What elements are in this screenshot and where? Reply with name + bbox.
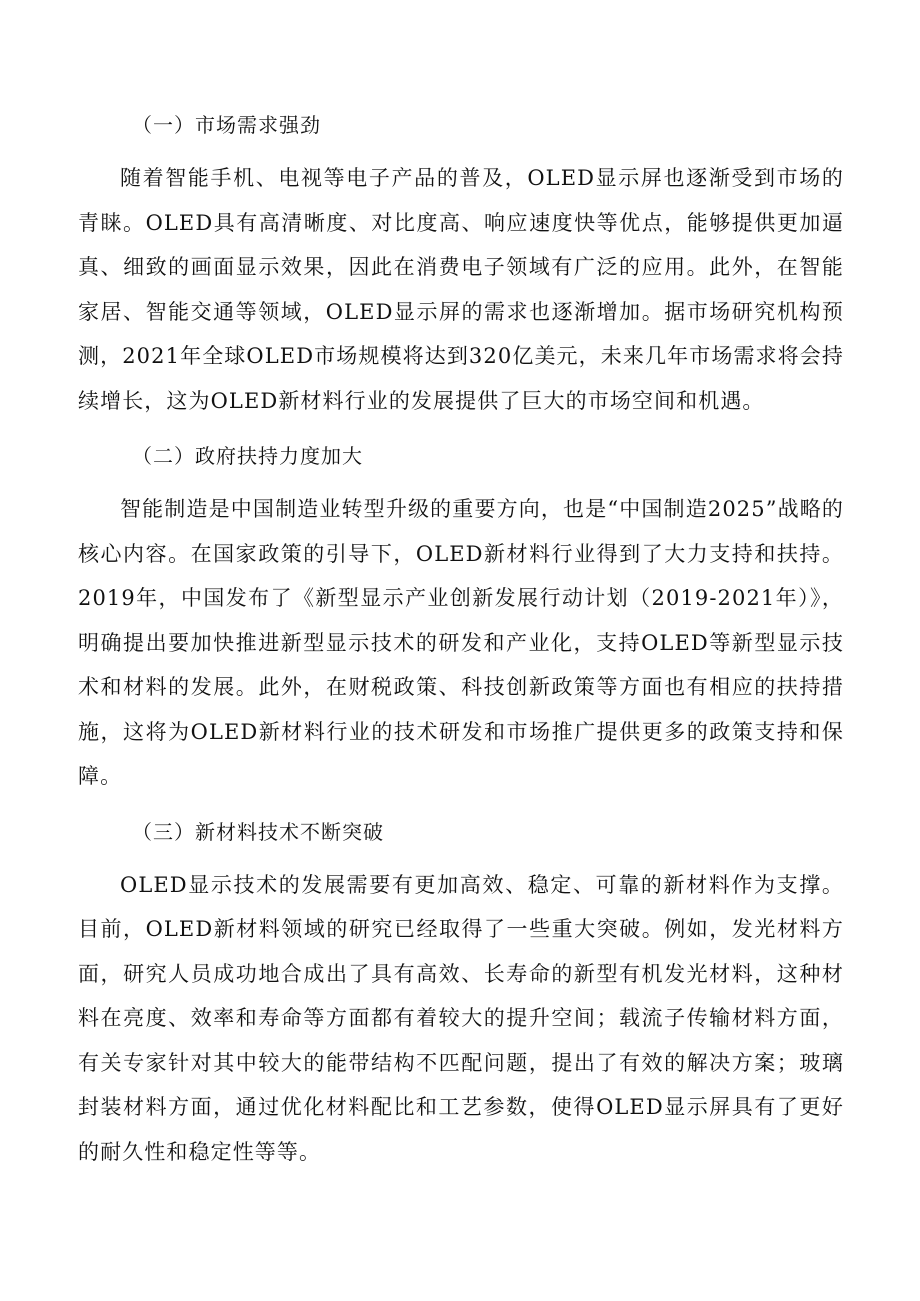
section-heading-market-demand: （一）市场需求强劲 — [132, 113, 321, 137]
section-paragraph-government-support: 智能制造是中国制造业转型升级的重要方向，也是“中国制造2025”战略的核心内容。在国家政策的引导下，OLED新材料行业得到了大力支持和扶持。2019年，中国发布了《新型显示产业创新发展行动计划（2019-2021年）》，明确提出要加快推进新型显示技术的研发和产业化，支持OLED等新型显示技术和材料的发展。此外，在财税政策、科技创新政策等方面也有相应的扶持措施，这将为OLED新材料行业的技术研发和市场推广提供更多的政策支持和保障。 — [78, 497, 844, 788]
section-paragraph-material-breakthrough: OLED显示技术的发展需要有更加高效、稳定、可靠的新材料作为支撑。目前，OLED新材料领域的研究已经取得了一些重大突破。例如，发光材料方面，研究人员成功地合成出了具有高效、长寿命的新型有机发光材料，这种材料在亮度、效率和寿命等方面都有着较大的提升空间；载流子传输材料方面，有关专家针对其中较大的能带结构不匹配问题，提出了有效的解决方案；玻璃封装材料方面，通过优化材料配比和工艺参数，使得OLED显示屏具有了更好的耐久性和稳定性等等。 — [78, 872, 844, 1164]
section-paragraph-market-demand: 随着智能手机、电视等电子产品的普及，OLED显示屏也逐渐受到市场的青睐。OLED具有高清晰度、对比度高、响应速度快等优点，能够提供更加逼真、细致的画面显示效果，因此在消费电子领域有广泛的应用。此外，在智能家居、智能交通等领域，OLED显示屏的需求也逐渐增加。据市场研究机构预测，2021年全球OLED市场规模将达到320亿美元，未来几年市场需求将会持续增长，这为OLED新材料行业的发展提供了巨大的市场空间和机遇。 — [78, 166, 844, 413]
section-heading-material-breakthrough: （三）新材料技术不断突破 — [132, 819, 384, 844]
section-heading-government-support: （二）政府扶持力度加大 — [132, 444, 363, 468]
document-body — [78, 106, 844, 1174]
